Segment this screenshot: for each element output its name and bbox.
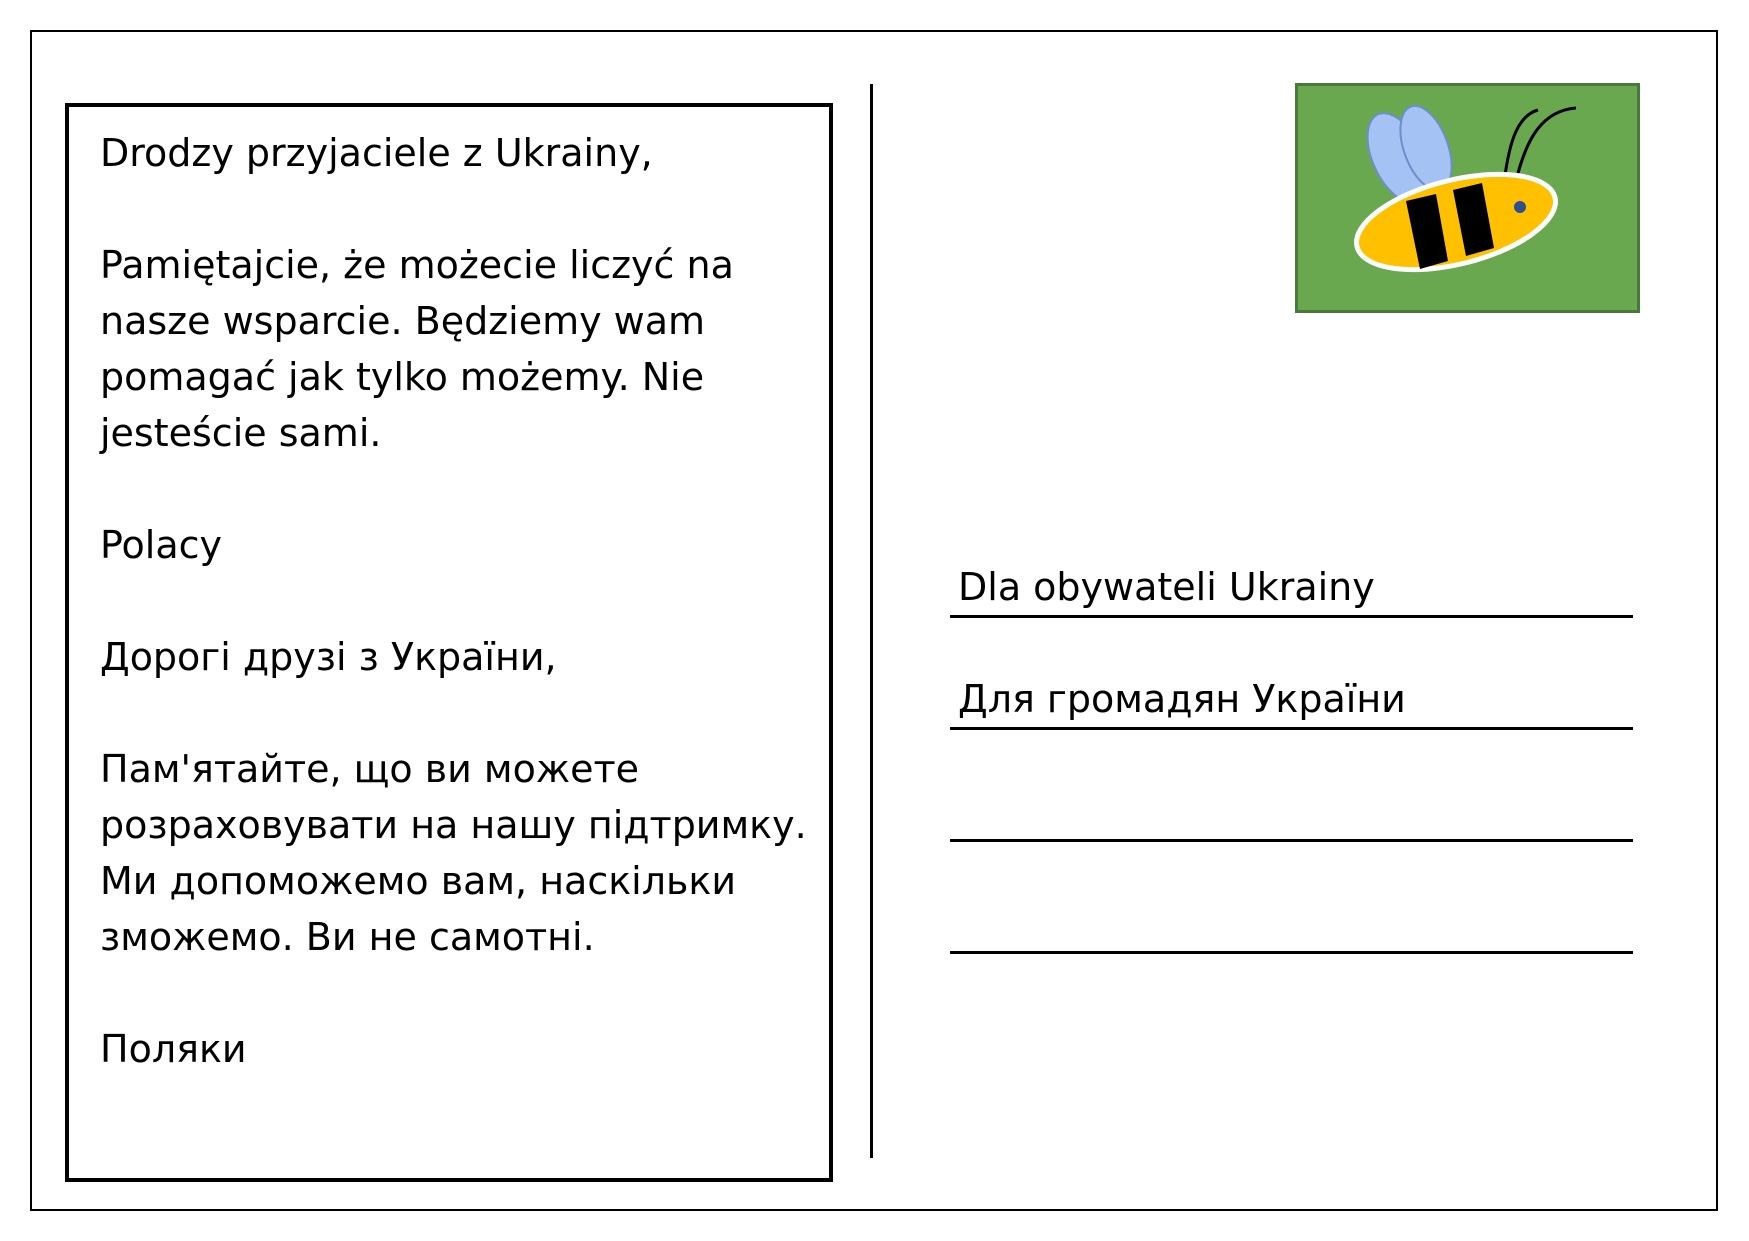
polish-greeting: Drodzy przyjaciele z Ukrainy, [100,131,653,175]
bee-icon [1298,86,1637,310]
address-line-text: Для громадян України [958,677,1406,721]
ukrainian-body-line: розраховувати на нашу підтримку. [100,803,807,847]
polish-body-line: nasze wsparcie. Będziemy wam [100,299,706,343]
bee-eye [1514,201,1526,213]
polish-body-line: Pamiętajcie, że możecie liczyć na [100,243,734,287]
ukrainian-greeting: Дорогі друзі з України, [100,635,557,679]
address-line[interactable] [950,660,1633,730]
address-line[interactable] [950,772,1633,842]
polish-signature: Polacy [100,523,223,567]
postcard-divider [870,84,873,1158]
ukrainian-signature: Поляки [100,1027,247,1071]
address-line[interactable] [950,884,1633,954]
ukrainian-body-line: Ми допоможемо вам, наскільки [100,859,737,903]
ukrainian-body-line: Пам'ятайте, що ви можете [100,747,639,791]
address-line-text: Dla obywateli Ukrainy [958,565,1375,609]
ukrainian-body-line: зможемо. Ви не самотні. [100,915,595,959]
polish-body-line: jesteście sami. [100,411,382,455]
postage-stamp [1295,83,1640,313]
address-line[interactable] [950,548,1633,618]
polish-body-line: pomagać jak tylko możemy. Nie [100,355,705,399]
message-box [65,103,833,1182]
